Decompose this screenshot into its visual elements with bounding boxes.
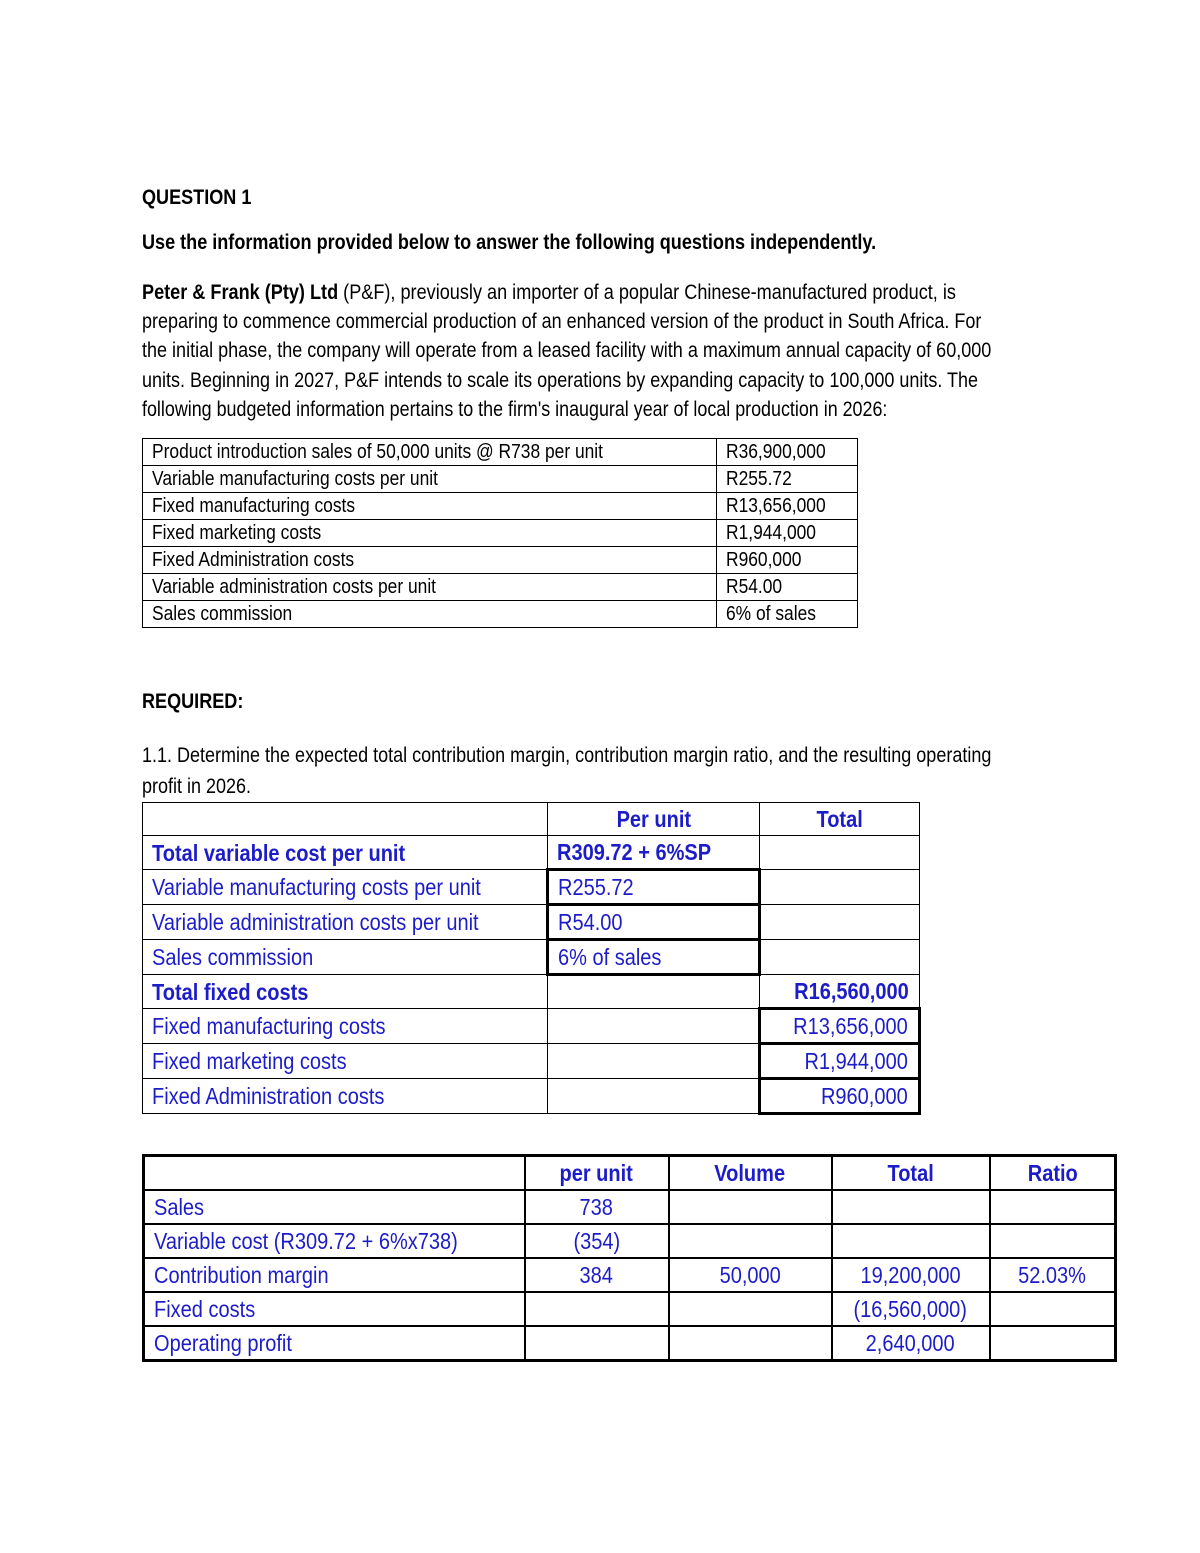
ratio-cell [990, 1190, 1116, 1224]
per-unit-cell: 384 [525, 1258, 669, 1292]
table-row [143, 940, 920, 975]
volume-cell [669, 1326, 832, 1361]
per-unit-cell [548, 1044, 760, 1079]
info-item: Sales commission [143, 601, 717, 628]
total-cell [832, 1190, 990, 1224]
table-row [143, 975, 920, 1009]
volume-cell [669, 1224, 832, 1258]
table-row [143, 905, 920, 940]
total-cell: 2,640,000 [832, 1326, 990, 1361]
info-value: R255.72 [717, 466, 858, 493]
total-cell [760, 836, 920, 870]
question-title: QUESTION 1 [142, 186, 252, 209]
table-row [143, 547, 858, 574]
total-cell: 19,200,000 [832, 1258, 990, 1292]
volume-cell [669, 1292, 832, 1326]
table-row [144, 1190, 1116, 1224]
total-cell [760, 940, 920, 975]
table-row [144, 1292, 1116, 1326]
table-row [144, 1224, 1116, 1258]
total-cell: R1,944,000 [760, 1044, 920, 1079]
info-value: R54.00 [717, 574, 858, 601]
total-cell: (16,560,000) [832, 1292, 990, 1326]
per-unit-cell: R309.72 + 6%SP [548, 836, 760, 870]
row-label: Fixed marketing costs [143, 1044, 548, 1079]
info-item: Fixed Administration costs [143, 547, 717, 574]
header-cell: per unit [525, 1156, 669, 1191]
ratio-cell [990, 1326, 1116, 1361]
table-row [144, 1326, 1116, 1361]
row-label: Contribution margin [144, 1258, 525, 1292]
question-line: 1.1. Determine the expected total contribution margin, contribution margin ratio, and the resulting operating [142, 744, 992, 767]
company-name: Peter & Frank (Pty) Ltd [142, 281, 339, 304]
budget-info-table [142, 438, 858, 628]
per-unit-cell: R255.72 [548, 870, 760, 905]
per-unit-cell: 6% of sales [548, 940, 760, 975]
info-item: Variable administration costs per unit [143, 574, 717, 601]
table-row [143, 574, 858, 601]
ratio-cell [990, 1292, 1116, 1326]
per-unit-cell: R54.00 [548, 905, 760, 940]
table-row [143, 1044, 920, 1079]
question-line: profit in 2026. [142, 775, 252, 798]
info-value: R36,900,000 [717, 439, 858, 466]
table-row [144, 1258, 1116, 1292]
per-unit-cell [525, 1292, 669, 1326]
contribution-margin-table [142, 1154, 1117, 1362]
table-row [143, 1079, 920, 1114]
row-label: Variable cost (R309.72 + 6%x738) [144, 1224, 525, 1258]
table-row [143, 439, 858, 466]
table-row [143, 520, 858, 547]
info-item: Variable manufacturing costs per unit [143, 466, 717, 493]
table-header-row [143, 803, 920, 836]
total-cell: R960,000 [760, 1079, 920, 1114]
volume-cell: 50,000 [669, 1258, 832, 1292]
per-unit-cell: (354) [525, 1224, 669, 1258]
header-cell: Total [760, 803, 920, 836]
ratio-cell [990, 1224, 1116, 1258]
paragraph-line: following budgeted information pertains to the firm's inaugural year of local production in 2026: [142, 397, 888, 421]
cost-breakdown-table [142, 802, 921, 1115]
instruction-text: Use the information provided below to answer the following questions independently. [142, 231, 877, 254]
per-unit-cell [548, 1079, 760, 1114]
question-1-1 [142, 740, 1133, 802]
total-cell [760, 905, 920, 940]
info-value: R13,656,000 [717, 493, 858, 520]
table-row [143, 836, 920, 870]
info-item: Fixed marketing costs [143, 520, 717, 547]
header-cell: Ratio [990, 1156, 1116, 1191]
total-cell: R16,560,000 [760, 975, 920, 1009]
header-cell: Volume [669, 1156, 832, 1191]
row-label: Fixed costs [144, 1292, 525, 1326]
required-heading: REQUIRED: [142, 690, 244, 713]
paragraph-line: Peter & Frank (Pty) Ltd (P&F), previously an importer of a popular Chinese-manufactured product, is [142, 281, 956, 304]
row-label: Total fixed costs [143, 975, 548, 1009]
row-label: Variable manufacturing costs per unit [143, 870, 548, 905]
ratio-cell: 52.03% [990, 1258, 1116, 1292]
row-label: Sales [144, 1190, 525, 1224]
row-label: Variable administration costs per unit [143, 905, 548, 940]
row-label: Operating profit [144, 1326, 525, 1361]
header-cell: Total [832, 1156, 990, 1191]
per-unit-cell [525, 1326, 669, 1361]
per-unit-cell [548, 1009, 760, 1044]
per-unit-cell [548, 975, 760, 1009]
table-row [143, 601, 858, 628]
table-header-row [144, 1156, 1116, 1191]
per-unit-cell: 738 [525, 1190, 669, 1224]
volume-cell [669, 1190, 832, 1224]
info-value: R960,000 [717, 547, 858, 574]
info-item: Product introduction sales of 50,000 units @ R738 per unit [143, 439, 717, 466]
scenario-paragraph [142, 278, 1056, 424]
info-value: 6% of sales [717, 601, 858, 628]
table-row [143, 466, 858, 493]
header-cell: Per unit [548, 803, 760, 836]
info-item: Fixed manufacturing costs [143, 493, 717, 520]
paragraph-line: preparing to commence commercial production of an enhanced version of the product in South Africa. For [142, 310, 982, 334]
paragraph-line: the initial phase, the company will operate from a leased facility with a maximum annual capacity of 60,000 [142, 339, 992, 363]
total-cell: R13,656,000 [760, 1009, 920, 1044]
table-row [143, 870, 920, 905]
total-cell [832, 1224, 990, 1258]
info-value: R1,944,000 [717, 520, 858, 547]
row-label: Fixed Administration costs [143, 1079, 548, 1114]
row-label: Fixed manufacturing costs [143, 1009, 548, 1044]
total-cell [760, 870, 920, 905]
header-cell [143, 803, 548, 836]
header-cell [144, 1156, 525, 1191]
table-row [143, 493, 858, 520]
table-row [143, 1009, 920, 1044]
row-label: Total variable cost per unit [143, 836, 548, 870]
paragraph-line: units. Beginning in 2027, P&F intends to scale its operations by expanding capacity to 100,000 units. The [142, 368, 979, 392]
row-label: Sales commission [143, 940, 548, 975]
